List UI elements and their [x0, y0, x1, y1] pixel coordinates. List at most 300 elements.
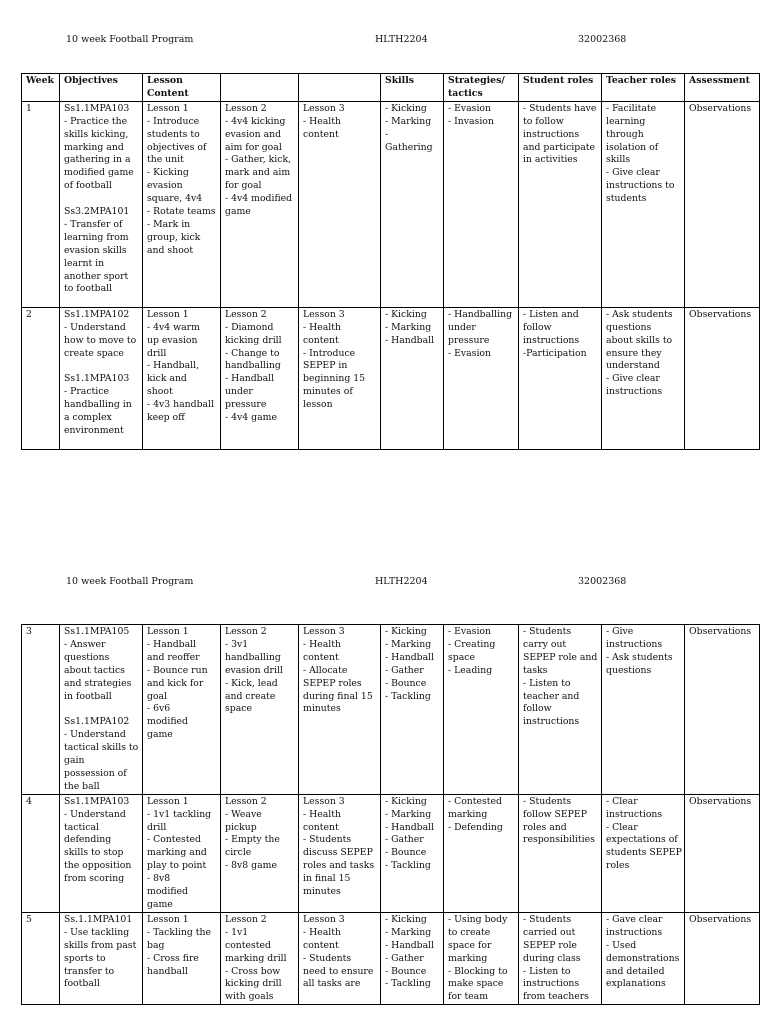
- cell-text-line: game: [147, 899, 173, 911]
- cell-text-line: - Gather, kick,: [225, 154, 292, 166]
- cell-text-line: instructions: [606, 926, 663, 938]
- cell-text-line: - Health: [303, 638, 341, 650]
- cell-text-line: - Creating: [448, 638, 496, 650]
- cell-text-line: - 6v6: [147, 703, 171, 715]
- cell-text-line: square, 4v4: [147, 193, 203, 205]
- cell-text-line: Lesson 3: [303, 308, 345, 320]
- cell-text-line: - Handballing: [448, 308, 513, 320]
- cell-text-line: instructions: [606, 808, 663, 820]
- cell-student-roles: [519, 912, 602, 1004]
- cell-text-line: group, kick: [147, 231, 201, 243]
- course-code: HLTH2204: [375, 34, 428, 45]
- cell-text-line: space: [448, 651, 475, 663]
- cell-text-line: possession of: [64, 767, 127, 779]
- cell-week: [22, 912, 60, 1004]
- column-header-skills: [381, 74, 444, 102]
- cell-text-line: Teacher roles: [606, 75, 677, 86]
- cell-text-line: shoot: [147, 386, 173, 398]
- cell-text-line: - 4v3 handball: [147, 399, 215, 411]
- cell-text-line: responsibilities: [523, 834, 595, 846]
- cell-text-line: Lesson 1: [147, 308, 189, 320]
- cell-text-line: - Weave: [225, 808, 262, 820]
- cell-lesson-2: [221, 101, 299, 307]
- cell-skills: [381, 794, 444, 912]
- cell-text-line: Lesson 2: [225, 913, 267, 925]
- cell-strategies-tactics: [444, 101, 519, 307]
- page-2-header: [0, 575, 768, 589]
- cell-text-line: - Contested: [448, 795, 502, 807]
- cell-text-line: - Cross fire: [147, 952, 199, 964]
- cell-text-line: Strategies/: [448, 75, 505, 86]
- cell-text-line: in football: [64, 690, 112, 702]
- cell-text-line: with goals: [225, 991, 274, 1003]
- cell-text-line: -Participation: [523, 347, 587, 359]
- cell-text-line: SEPEP in: [303, 360, 348, 372]
- cell-text-line: kicking drill: [225, 978, 282, 990]
- cell-text-line: game: [225, 206, 251, 218]
- cell-text-line: - Understand: [64, 808, 126, 820]
- cell-text-line: - Listen to: [523, 677, 571, 689]
- cell-text-line: - Students: [303, 952, 352, 964]
- cell-text-line: marking and: [147, 847, 207, 859]
- cell-text-line: another sport: [64, 270, 129, 282]
- cell-text-line: for team: [448, 991, 489, 1003]
- cell-text-line: skills from past: [64, 939, 137, 951]
- cell-text-line: learning: [606, 115, 646, 127]
- cell-text-line: 5: [26, 913, 32, 925]
- cell-text-line: Observations: [689, 308, 752, 320]
- cell-text-line: and kick for: [147, 677, 204, 689]
- cell-text-line: - Bounce: [385, 847, 427, 859]
- line-gap: [64, 360, 139, 373]
- cell-text-line: - Students: [523, 626, 572, 637]
- cell-text-line: in activities: [523, 154, 578, 166]
- cell-text-line: - Health: [303, 115, 341, 127]
- cell-strategies-tactics: [444, 307, 519, 449]
- cell-text-line: discuss SEPEP: [303, 847, 373, 859]
- cell-text-line: teacher and: [523, 690, 580, 702]
- cell-text-line: - 4v4 modified: [225, 193, 293, 205]
- cell-text-line: Lesson 2: [225, 626, 267, 637]
- cell-text-line: 4: [26, 795, 32, 807]
- cell-text-line: - Kick, lead: [225, 677, 278, 689]
- cell-text-line: Lesson: [147, 75, 183, 86]
- cell-text-line: drill: [147, 821, 167, 833]
- cell-text-line: - Students: [523, 795, 572, 807]
- cell-text-line: - Give clear: [606, 373, 660, 385]
- cell-text-line: evasion: [147, 180, 183, 192]
- cell-text-line: SEPEP roles: [303, 677, 362, 689]
- cell-text-line: marking and: [64, 141, 124, 153]
- cell-text-line: - Ask students: [606, 651, 673, 663]
- cell-strategies-tactics: [444, 794, 519, 912]
- cell-text-line: - Handball,: [147, 360, 200, 372]
- cell-text-line: - Handball: [385, 334, 435, 346]
- cell-text-line: - Kicking: [385, 795, 427, 807]
- cell-text-line: - Handball: [385, 821, 435, 833]
- cell-text-line: - 1v1: [225, 926, 249, 938]
- cell-text-line: content: [303, 334, 339, 346]
- cell-text-line: - 8v8 game: [225, 860, 277, 872]
- cell-assessment: [685, 101, 760, 307]
- cell-text-line: - Handball: [385, 651, 435, 663]
- cell-text-line: skills: [606, 154, 631, 166]
- cell-text-line: keep off: [147, 412, 185, 424]
- cell-text-line: contested: [225, 939, 271, 951]
- cell-text-line: - Students: [303, 834, 352, 846]
- cell-objectives: [60, 101, 143, 307]
- cell-text-line: game: [147, 729, 173, 741]
- column-header-lesson-1: [143, 74, 221, 102]
- cell-text-line: - Practice the: [64, 115, 128, 127]
- cell-text-line: marking: [448, 808, 488, 820]
- line-gap: [64, 703, 139, 716]
- cell-text-line: football: [64, 978, 100, 990]
- cell-text-line: Lesson 3: [303, 626, 345, 637]
- cell-text-line: and strategies: [64, 677, 132, 689]
- cell-text-line: under: [448, 321, 476, 333]
- course-code: HLTH2204: [375, 576, 428, 587]
- cell-text-line: marking drill: [225, 952, 287, 964]
- cell-text-line: kicking drill: [225, 334, 282, 346]
- cell-text-line: - Blocking to: [448, 965, 508, 977]
- cell-text-line: carry out: [523, 638, 567, 650]
- cell-skills: [381, 912, 444, 1004]
- cell-text-line: - Diamond: [225, 321, 274, 333]
- cell-text-line: in final 15: [303, 873, 351, 885]
- cell-lesson-2: [221, 307, 299, 449]
- table-row-week-3: [22, 625, 760, 795]
- cell-text-line: - Introduce: [303, 347, 356, 359]
- cell-student-roles: [519, 101, 602, 307]
- cell-skills: [381, 625, 444, 795]
- column-header-student-roles: [519, 74, 602, 102]
- cell-assessment: [685, 912, 760, 1004]
- cell-text-line: - Kicking: [385, 913, 427, 925]
- cell-text-line: questions: [64, 651, 110, 663]
- cell-text-line: Observations: [689, 913, 752, 925]
- cell-text-line: a complex: [64, 412, 112, 424]
- cell-text-line: tactics: [448, 87, 483, 99]
- cell-text-line: bag: [147, 939, 165, 951]
- cell-text-line: 1: [26, 102, 32, 114]
- cell-text-line: about tactics: [64, 664, 125, 676]
- cell-text-line: from teachers: [523, 991, 589, 1003]
- cell-text-line: the unit: [147, 154, 184, 166]
- cell-text-line: skills to stop: [64, 847, 124, 859]
- cell-strategies-tactics: [444, 625, 519, 795]
- cell-text-line: make space: [448, 978, 504, 990]
- cell-text-line: Lesson 1: [147, 102, 189, 114]
- cell-text-line: need to ensure: [303, 965, 374, 977]
- cell-text-line: instructions: [606, 386, 663, 398]
- table-header-row: [22, 74, 760, 102]
- cell-text-line: - Marking: [385, 926, 432, 938]
- program-title: 10 week Football Program: [66, 34, 194, 45]
- cell-text-line: - Marking: [385, 115, 432, 127]
- cell-text-line: Lesson 3: [303, 795, 345, 807]
- cell-teacher-roles: [602, 307, 685, 449]
- program-table-page-2: [21, 624, 760, 1005]
- cell-text-line: tactical: [64, 821, 99, 833]
- cell-text-line: transfer to: [64, 965, 115, 977]
- cell-text-line: for goal: [225, 180, 262, 192]
- cell-text-line: - Handball: [385, 939, 435, 951]
- cell-text-line: - Cross bow: [225, 965, 281, 977]
- cell-text-line: Gathering: [385, 141, 433, 153]
- cell-text-line: - Clear: [606, 795, 638, 807]
- cell-text-line: instructions: [523, 716, 580, 728]
- cell-text-line: objectives of: [147, 141, 207, 153]
- cell-text-line: - 1v1 tackling: [147, 808, 212, 820]
- cell-text-line: expectations of: [606, 834, 678, 846]
- cell-text-line: - Students: [523, 913, 572, 925]
- cell-text-line: and participate: [523, 141, 595, 153]
- cell-lesson-1: [143, 794, 221, 912]
- table-row-week-2: [22, 307, 760, 449]
- cell-text-line: questions: [606, 321, 652, 333]
- cell-text-line: all tasks are: [303, 978, 361, 990]
- cell-text-line: of football: [64, 180, 112, 192]
- cell-text-line: - Give clear: [606, 167, 660, 179]
- column-header-objectives: [60, 74, 143, 102]
- cell-text-line: - Leading: [448, 664, 493, 676]
- cell-teacher-roles: [602, 794, 685, 912]
- cell-text-line: drill: [147, 347, 167, 359]
- cell-text-line: - Health: [303, 926, 341, 938]
- column-header-lesson-3: [299, 74, 381, 102]
- cell-text-line: - Evasion: [448, 626, 492, 637]
- cell-text-line: Observations: [689, 795, 752, 807]
- cell-text-line: minutes of: [303, 386, 353, 398]
- cell-text-line: Objectives: [64, 75, 118, 86]
- cell-text-line: carried out: [523, 926, 576, 938]
- cell-text-line: space: [225, 703, 252, 715]
- cell-text-line: Skills: [385, 75, 414, 86]
- cell-text-line: - Practice: [64, 386, 109, 398]
- cell-text-line: pressure: [225, 399, 267, 411]
- cell-student-roles: [519, 307, 602, 449]
- cell-assessment: [685, 307, 760, 449]
- cell-week: [22, 794, 60, 912]
- cell-text-line: marking: [448, 952, 488, 964]
- cell-text-line: - Kicking: [385, 626, 427, 637]
- cell-objectives: [60, 625, 143, 795]
- cell-text-line: - Bounce: [385, 965, 427, 977]
- cell-text-line: through: [606, 128, 644, 140]
- cell-text-line: tactical skills to: [64, 742, 139, 754]
- column-header-assessment: [685, 74, 760, 102]
- cell-text-line: - Mark in: [147, 218, 191, 230]
- cell-text-line: content: [303, 939, 339, 951]
- cell-text-line: handballing: [225, 360, 281, 372]
- table-row-week-4: [22, 794, 760, 912]
- cell-text-line: - Answer: [64, 638, 106, 650]
- column-header-week: [22, 74, 60, 102]
- cell-text-line: Lesson 3: [303, 913, 345, 925]
- cell-lesson-3: [299, 307, 381, 449]
- cell-text-line: instructions: [606, 638, 663, 650]
- cell-text-line: Observations: [689, 102, 752, 114]
- cell-text-line: students to: [147, 128, 200, 140]
- cell-text-line: aim for goal: [225, 141, 282, 153]
- cell-teacher-roles: [602, 912, 685, 1004]
- cell-text-line: evasion skills: [64, 244, 127, 256]
- cell-text-line: Student roles: [523, 75, 594, 86]
- cell-text-line: under: [225, 386, 253, 398]
- cell-text-line: - Health: [303, 808, 341, 820]
- cell-text-line: - Evasion: [448, 102, 492, 114]
- cell-objectives: [60, 912, 143, 1004]
- cell-text-line: - 8v8: [147, 873, 171, 885]
- cell-text-line: -: [385, 128, 389, 140]
- cell-text-line: lesson: [303, 399, 333, 411]
- cell-text-line: - Tackling: [385, 978, 431, 990]
- cell-text-line: content: [303, 651, 339, 663]
- cell-text-line: - 4v4 warm: [147, 321, 200, 333]
- cell-text-line: Ss1.1MPA103: [64, 102, 130, 114]
- cell-lesson-2: [221, 794, 299, 912]
- cell-text-line: Lesson 1: [147, 795, 189, 807]
- cell-text-line: questions: [606, 664, 652, 676]
- cell-lesson-3: [299, 625, 381, 795]
- cell-text-line: Ss3.2MPA101: [64, 206, 130, 218]
- cell-text-line: follow: [523, 703, 552, 715]
- cell-text-line: - Change to: [225, 347, 280, 359]
- cell-text-line: - Invasion: [448, 115, 494, 127]
- cell-text-line: minutes: [303, 886, 341, 898]
- cell-text-line: Ss.1.1MPA101: [64, 913, 133, 925]
- cell-text-line: Lesson 2: [225, 308, 267, 320]
- cell-text-line: Week: [26, 75, 54, 86]
- cell-text-line: instructions to: [606, 180, 675, 192]
- cell-text-line: - Bounce run: [147, 664, 208, 676]
- cell-text-line: - Health: [303, 321, 341, 333]
- cell-text-line: to create: [448, 926, 491, 938]
- cell-text-line: during final 15: [303, 690, 373, 702]
- cell-text-line: - Contested: [147, 834, 201, 846]
- cell-text-line: roles and: [523, 821, 567, 833]
- cell-text-line: Ss1.1MPA103: [64, 795, 130, 807]
- student-id: 32002368: [578, 34, 627, 45]
- cell-text-line: - Facilitate: [606, 102, 657, 114]
- cell-text-line: understand: [606, 360, 660, 372]
- cell-text-line: - Kicking: [385, 308, 427, 320]
- cell-text-line: explanations: [606, 978, 666, 990]
- cell-text-line: - Gather: [385, 664, 424, 676]
- cell-lesson-2: [221, 625, 299, 795]
- cell-text-line: modified game: [64, 167, 134, 179]
- cell-text-line: - Transfer of: [64, 218, 123, 230]
- cell-text-line: Ss1.1MPA105: [64, 626, 130, 637]
- cell-text-line: - Listen to: [523, 965, 571, 977]
- cell-text-line: - Allocate: [303, 664, 348, 676]
- column-header-strategies-tactics: [444, 74, 519, 102]
- cell-text-line: about skills to: [606, 334, 673, 346]
- cell-text-line: pickup: [225, 821, 257, 833]
- cell-text-line: Lesson 1: [147, 626, 189, 637]
- cell-text-line: sports to: [64, 952, 106, 964]
- cell-text-line: - Tackling: [385, 690, 431, 702]
- cell-assessment: [685, 625, 760, 795]
- cell-text-line: from scoring: [64, 873, 125, 885]
- cell-text-line: - Bounce: [385, 677, 427, 689]
- cell-skills: [381, 101, 444, 307]
- cell-text-line: goal: [147, 690, 168, 702]
- cell-student-roles: [519, 625, 602, 795]
- cell-text-line: - Gather: [385, 834, 424, 846]
- cell-text-line: beginning 15: [303, 373, 366, 385]
- cell-lesson-3: [299, 794, 381, 912]
- cell-text-line: - Empty the: [225, 834, 280, 846]
- cell-week: [22, 625, 60, 795]
- cell-text-line: create space: [64, 347, 124, 359]
- cell-text-line: pressure: [448, 334, 490, 346]
- cell-text-line: - Marking: [385, 321, 432, 333]
- cell-objectives: [60, 794, 143, 912]
- cell-text-line: - Handball: [147, 638, 197, 650]
- cell-text-line: instructions: [523, 978, 580, 990]
- cell-text-line: follow: [523, 321, 552, 333]
- line-gap: [64, 193, 139, 206]
- column-header-teacher-roles: [602, 74, 685, 102]
- cell-text-line: learning from: [64, 231, 129, 243]
- program-title: 10 week Football Program: [66, 576, 194, 587]
- cell-objectives: [60, 307, 143, 449]
- student-id: 32002368: [578, 576, 627, 587]
- cell-text-line: circle: [225, 847, 252, 859]
- cell-text-line: to follow: [523, 115, 564, 127]
- program-table-page-1: [21, 73, 760, 450]
- cell-lesson-1: [143, 912, 221, 1004]
- cell-text-line: kick and: [147, 373, 187, 385]
- cell-text-line: - Defending: [448, 821, 503, 833]
- cell-text-line: - Marking: [385, 808, 432, 820]
- cell-text-line: - Listen and: [523, 308, 579, 320]
- cell-text-line: evasion drill: [225, 664, 283, 676]
- cell-text-line: - Rotate teams: [147, 206, 216, 218]
- cell-text-line: up evasion: [147, 334, 198, 346]
- cell-text-line: - Gave clear: [606, 913, 663, 925]
- cell-text-line: and reoffer: [147, 651, 200, 663]
- cell-text-line: content: [303, 128, 339, 140]
- cell-text-line: - Introduce: [147, 115, 200, 127]
- table-row-week-1: [22, 101, 760, 307]
- cell-lesson-1: [143, 307, 221, 449]
- cell-week: [22, 307, 60, 449]
- cell-text-line: instructions: [523, 128, 580, 140]
- table-row-week-5: [22, 912, 760, 1004]
- cell-text-line: - Understand: [64, 321, 126, 333]
- cell-text-line: defending: [64, 834, 112, 846]
- cell-skills: [381, 307, 444, 449]
- cell-text-line: isolation of: [606, 141, 659, 153]
- cell-text-line: Observations: [689, 626, 752, 637]
- cell-text-line: - 4v4 kicking: [225, 115, 286, 127]
- cell-text-line: Ss1.1MPA102: [64, 308, 130, 320]
- cell-text-line: - Give: [606, 626, 634, 637]
- cell-text-line: - 3v1: [225, 638, 249, 650]
- cell-text-line: roles and tasks: [303, 860, 375, 872]
- page-1-header: [0, 33, 768, 47]
- cell-text-line: - Tackling the: [147, 926, 212, 938]
- cell-text-line: and create: [225, 690, 276, 702]
- cell-text-line: and detailed: [606, 965, 665, 977]
- cell-text-line: students: [606, 193, 647, 205]
- cell-text-line: demonstrations: [606, 952, 680, 964]
- cell-text-line: evasion and: [225, 128, 282, 140]
- cell-lesson-3: [299, 101, 381, 307]
